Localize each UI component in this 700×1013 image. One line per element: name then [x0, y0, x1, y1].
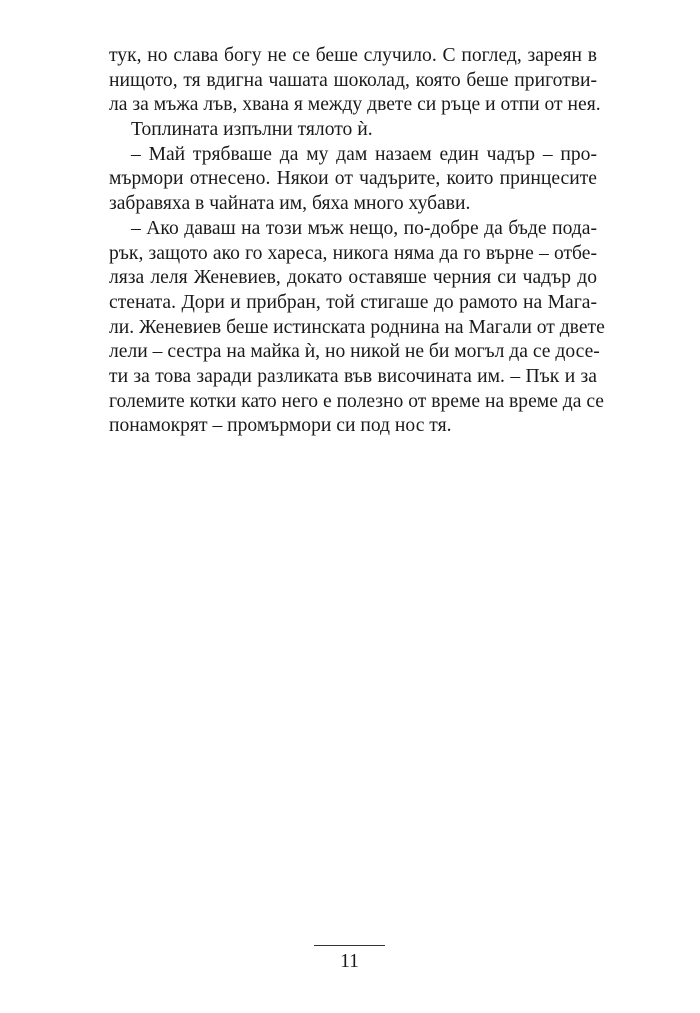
- body-text: [109, 44, 605, 439]
- text-line: Топлината изпълни тялото ѝ.: [131, 119, 373, 141]
- text-line: ли. Женевиев беше истинската роднина на Магали от двете: [109, 316, 605, 338]
- text-line: ляза леля Женевиев, докато оставяше черния си чадър до: [109, 267, 597, 289]
- text-line: мърмори отнесено. Някои от чадърите, които принцесите: [109, 168, 597, 190]
- page-number: 11: [340, 951, 359, 972]
- text-line: понамокрят – промърмори си под нос тя.: [109, 415, 452, 437]
- text-line: лели – сестра на майка ѝ, но никой не би могъл да се досе-: [109, 341, 600, 363]
- text-line: ла за мъжа лъв, хвана я между двете си ръце и отпи от нея.: [109, 94, 601, 116]
- text-line: стената. Дори и прибран, той стигаше до рамото на Мага-: [109, 291, 597, 313]
- text-line: рък, защото ако го хареса, никога няма да го върне – отбе-: [109, 242, 597, 264]
- text-line: – Май трябваше да му дам назаем един чадър – про-: [131, 143, 597, 165]
- text-line: забравяха в чайната им, бяха много хубави.: [109, 193, 471, 215]
- text-line: тук, но слава богу не се беше случило. С поглед, зареян в: [109, 45, 597, 66]
- footer-rule: [314, 945, 385, 946]
- text-line: ти за това заради разликата във височината им. – Пък и за: [109, 365, 597, 387]
- text-line: – Ако даваш на този мъж нещо, по-добре да бъде пода-: [131, 217, 597, 239]
- text-line: големите котки като него е полезно от време на време да се: [109, 390, 604, 412]
- text-line: нищото, тя вдигна чашата шоколад, която беше приготви-: [109, 69, 597, 91]
